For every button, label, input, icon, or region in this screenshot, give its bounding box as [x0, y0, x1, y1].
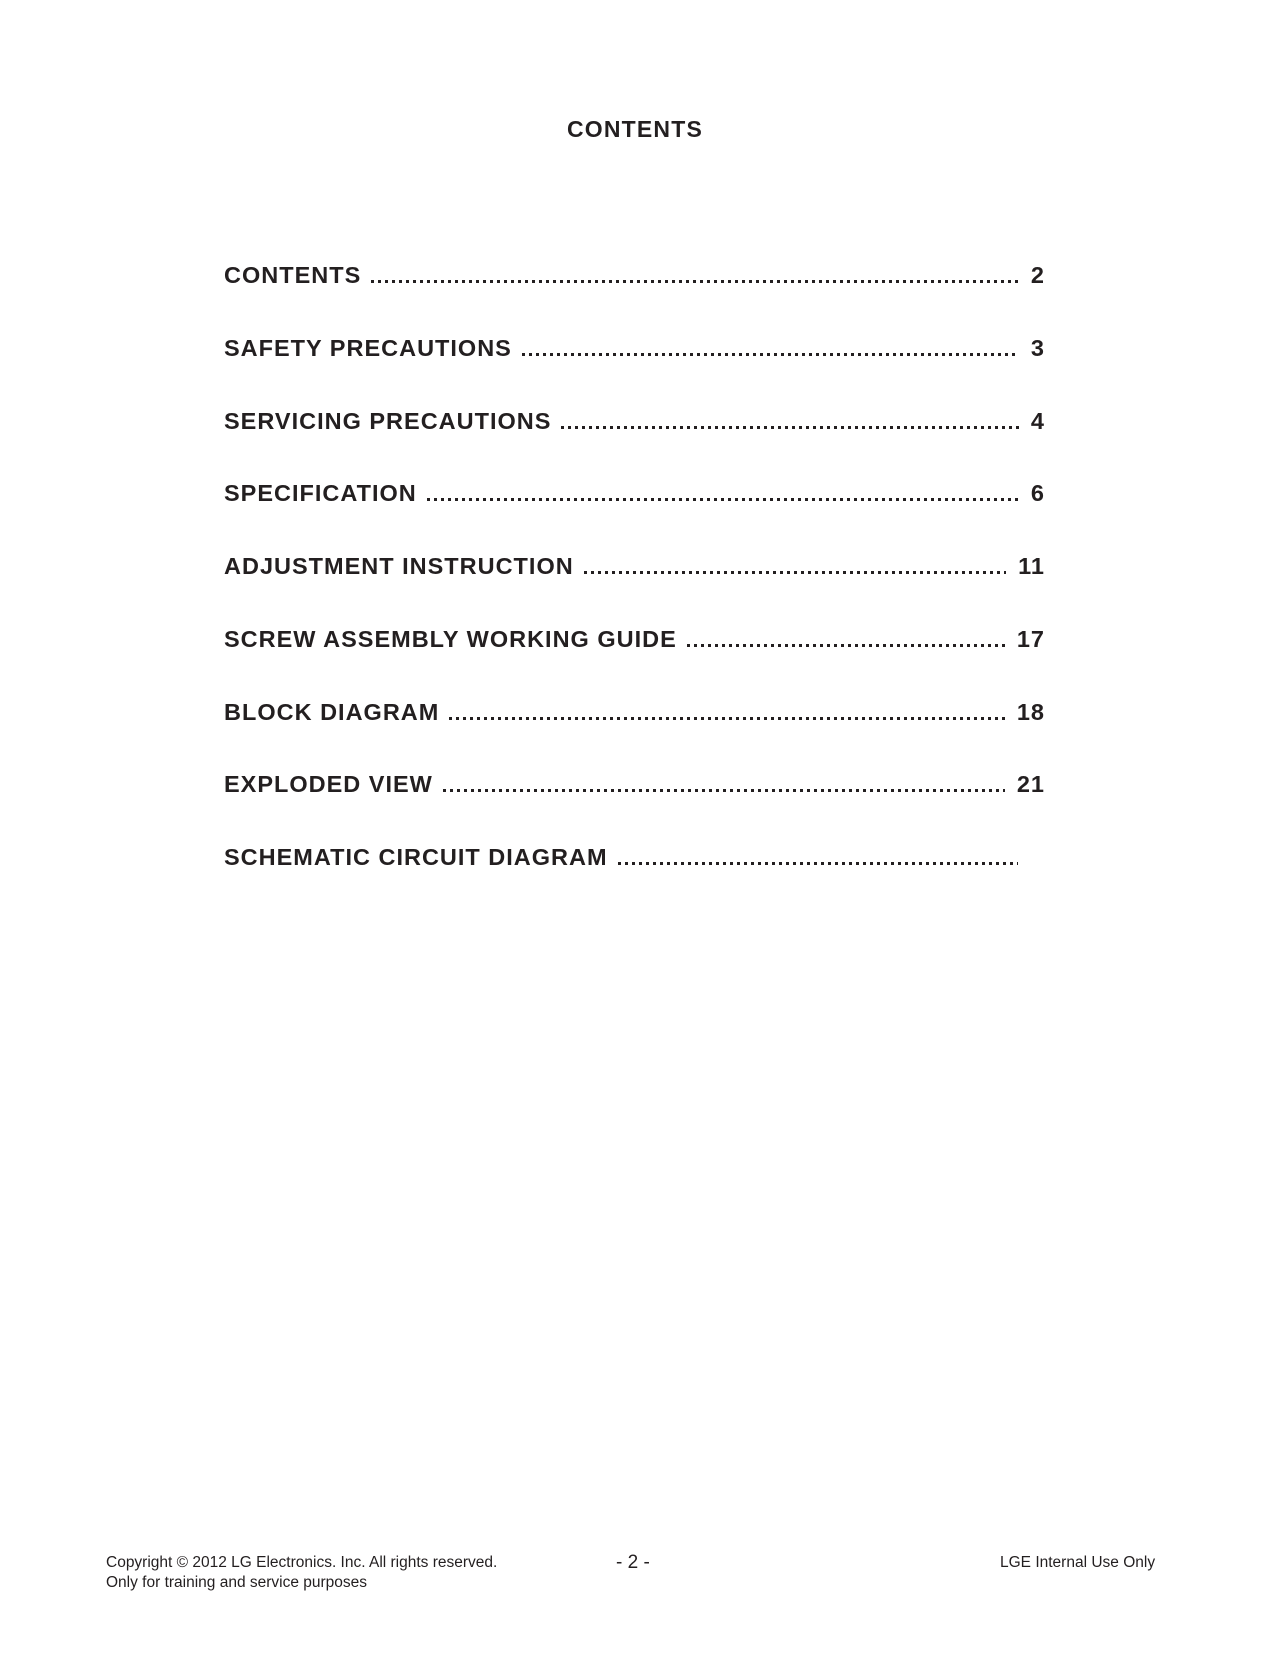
- toc-entry-contents[interactable]: [224, 261, 1045, 334]
- toc-entry-page: 2: [1030, 262, 1045, 288]
- dot-leader: [584, 552, 1006, 574]
- toc-entry-label: SPECIFICATION: [224, 480, 417, 507]
- footer-copyright-block: [106, 1553, 497, 1593]
- dot-leader: [443, 770, 1005, 792]
- dot-leader: [618, 843, 1018, 865]
- toc-entry-exploded-view[interactable]: [224, 770, 1045, 843]
- dot-leader: [371, 261, 1019, 283]
- page-title: CONTENTS: [566, 116, 704, 142]
- dot-leader: [561, 407, 1019, 429]
- toc-entry-page: 11: [1018, 553, 1045, 579]
- toc-entry-label: CONTENTS: [224, 262, 362, 288]
- toc-entry-label: SERVICING PRECAUTIONS: [224, 407, 552, 434]
- footer-page-number: - 2 -: [616, 1552, 650, 1573]
- toc-entry-schematic-circuit-diagram[interactable]: [224, 843, 1045, 916]
- toc-entry-page: 6: [1030, 480, 1045, 507]
- toc-entry-label: SAFETY PRECAUTIONS: [224, 334, 512, 361]
- toc-entry-adjustment-instruction[interactable]: [224, 552, 1045, 625]
- footer-copyright: Copyright © 2012 LG Electronics. Inc. All rights reserved.: [106, 1554, 498, 1571]
- toc-entry-page: 21: [1016, 771, 1045, 798]
- toc-entry-label: BLOCK DIAGRAM: [224, 698, 440, 725]
- footer-purpose: Only for training and service purposes: [106, 1574, 368, 1591]
- toc-entry-label: EXPLODED VIEW: [224, 771, 433, 798]
- toc-entry-safety-precautions[interactable]: [224, 334, 1045, 407]
- toc-entry-label: SCREW ASSEMBLY WORKING GUIDE: [224, 625, 677, 652]
- table-of-contents: [224, 261, 1045, 916]
- dot-leader: [522, 334, 1019, 356]
- dot-leader: [427, 479, 1019, 501]
- toc-entry-page: 3: [1030, 334, 1045, 361]
- toc-entry-label: ADJUSTMENT INSTRUCTION: [224, 553, 574, 579]
- toc-entry-page: 17: [1016, 625, 1045, 652]
- toc-entry-page: 18: [1016, 698, 1045, 725]
- toc-entry-block-diagram[interactable]: [224, 698, 1045, 771]
- dot-leader: [449, 698, 1005, 720]
- toc-entry-page: 4: [1030, 407, 1045, 434]
- dot-leader: [687, 625, 1005, 647]
- footer-classification: LGE Internal Use Only: [1000, 1554, 1156, 1571]
- toc-entry-servicing-precautions[interactable]: [224, 407, 1045, 480]
- toc-entry-label: SCHEMATIC CIRCUIT DIAGRAM: [224, 844, 608, 870]
- toc-entry-specification[interactable]: [224, 479, 1045, 552]
- toc-entry-screw-assembly-working-guide[interactable]: [224, 625, 1045, 698]
